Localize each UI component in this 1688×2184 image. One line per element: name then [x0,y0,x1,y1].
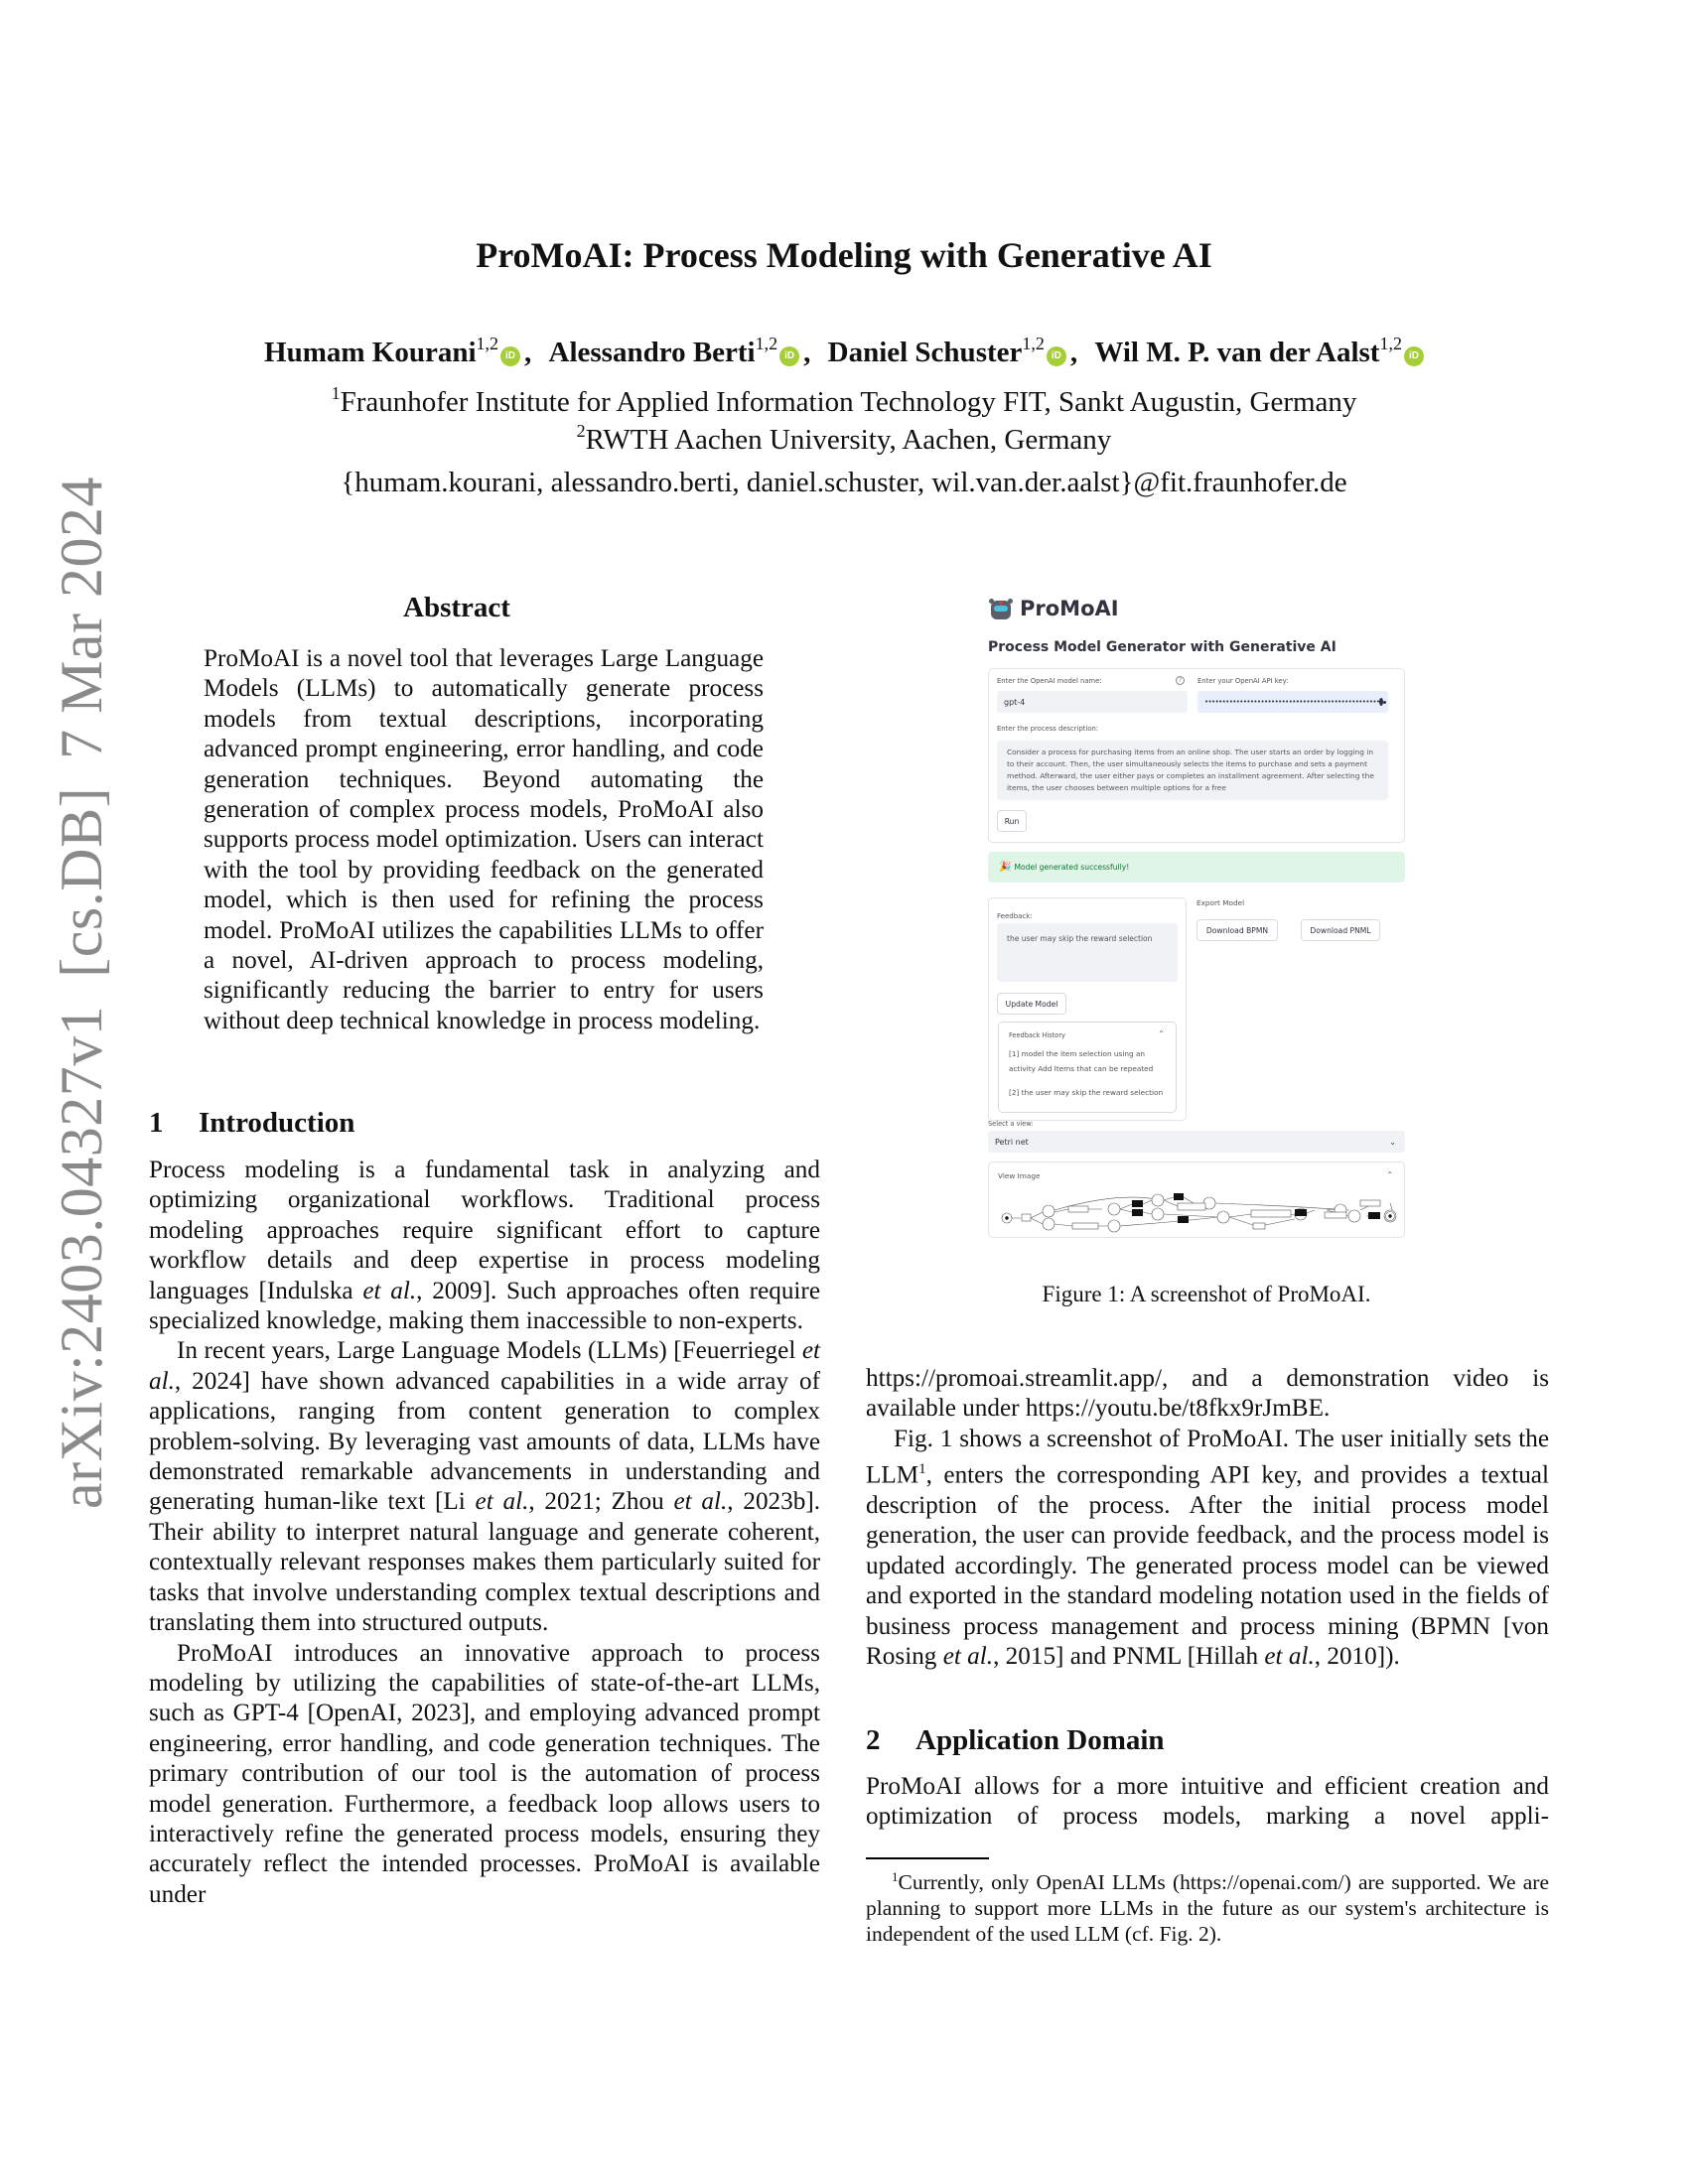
orcid-icon[interactable]: iD [1047,346,1066,366]
author: Alessandro Berti$^{1,2}$iD [549,334,800,369]
author-list: Humam Kourani$^{1,2}$iD , Alessandro Berti$^{1,2}$iD , Daniel Schuster$^{1,2}$iD , Wil M. P. van der Aalst$^{1,2}$iD [0,334,1688,369]
view-select-value: Petri net [995,1137,1029,1147]
abstract-body [204,644,764,1036]
orcid-icon[interactable]: iD [1404,346,1424,366]
chevron-up-icon[interactable]: ⌃ [1386,1170,1393,1179]
author-emails: {humam.kourani, alessandro.berti, daniel.schuster, wil.van.der.aalst}@fit.fraunhofer.de [341,467,1347,498]
app-header [988,596,1119,621]
affiliation-1: $^1$Fraunhofer Institute for Applied Information Technology FIT, Sankt Augustin, Germany [331,383,1357,418]
footnote-1: $^1$Currently, only OpenAI LLMs (https://openai.com/) are supported. We are planning to support more LLMs in the future as our system's architecture is independent of the used LLM (cf. Fig. 2). [866,1869,1549,1947]
api-key-label: Enter your OpenAI API key: [1197,677,1289,685]
generation-form [988,668,1405,843]
feedback-history-item: [1] model the item selection using an activity Add Items that can be repeated [1009,1049,1154,1073]
process-description-textarea[interactable]: Consider a process for purchasing items from an online shop. The user starts an order by logging in to their account. Then, the user simultaneously selects the items to purchase and sets a payment method. Afterward, the user either pays or completes an installment agreement. After selecting the items, the user chooses between multiple options for a free [997,741,1388,800]
success-alert [988,852,1405,883]
arxiv-date: 7 Mar 2024 [49,476,114,759]
author: Wil M. P. van der Aalst$^{1,2}$iD [1094,334,1424,369]
export-model-title: Export Model [1196,898,1245,907]
arxiv-identifier-stamp [48,449,116,1509]
abstract-heading: Abstract [403,592,510,623]
arxiv-id: arXiv:2403.04327v1 [49,1005,114,1509]
app-subtitle: Process Model Generator with Generative AI [988,639,1336,655]
view-image-title: View Image [998,1171,1041,1180]
right-column-body [866,1364,1549,1672]
intro-paragraph-4: Fig. 1 shows a screenshot of ProMoAI. The user initially sets the LLM$^1$, enters the corresponding API key, and provides a textual description of the process. After the initial process model generation, the user can provide feedback, and the process model is updated accordingly. The generated process model can be viewed and exported in the standard modeling notation used in the fields of business process management and process mining (BPMN [von Rosing et al., 2015] and PNML [Hillah et al., 2010]). [866,1425,1549,1671]
api-key-input[interactable] [1197,691,1388,713]
paper-title: ProMoAI: Process Modeling with Generative AI [476,235,1212,275]
process-description-label: Enter the process description: [997,725,1099,733]
app-domain-paragraph-1: ProMoAI allows for a more intuitive and efficient creation and optimization of process models, marking a novel appli- [866,1773,1549,1831]
model-name-input[interactable]: gpt-4 [997,691,1188,713]
app-title: ProMoAI [1020,597,1119,620]
left-column-body [149,1156,820,1910]
show-password-icon[interactable] [1379,698,1383,706]
feedback-history-title: Feedback History [1009,1031,1065,1039]
update-model-button[interactable]: Update Model [997,993,1066,1015]
section-heading-application-domain: 2 Application Domain [866,1724,1165,1756]
party-popper-icon: 🎉 [999,862,1012,873]
success-message: Model generated successfully! [1014,863,1130,872]
run-button[interactable]: Run [997,810,1027,832]
download-pnml-button[interactable]: Download PNML [1301,919,1380,941]
feedback-label: Feedback: [997,912,1033,920]
intro-paragraph-3-continued: https://promoai.streamlit.app/, and a demonstration video is available under https://youtu.be/t8fkx9rJmBE. [866,1365,1549,1423]
orcid-icon[interactable]: iD [779,346,799,366]
chevron-up-icon[interactable]: ⌃ [1158,1029,1165,1038]
intro-paragraph-2: In recent years, Large Language Models (LLMs) [Feuerriegel et al., 2024] have shown advanced capabilities in a wide array of applications, ranging from content generation to complex problem-solving. By leveraging vast amounts of data, LLMs have demonstrated remarkable advancements in understanding and generating human-like text [Li et al., 2021; Zhou et al., 2023b]. Their ability to interpret natural language and generate coherent, contextually relevant responses makes them particularly suited for tasks that involve understanding complex textual descriptions and translating them into structured outputs. [149,1337,820,1637]
petri-net-diagram [997,1190,1398,1234]
promoai-screenshot [988,592,1415,1267]
footnote-divider [866,1857,989,1859]
intro-paragraph-1: Process modeling is a fundamental task in analyzing and optimizing organizational workflows. Traditional process modeling approaches require significant effort to capture workflow details and deep expertise in process modeling languages [Indulska et al., 2009]. Such approaches often require specialized knowledge, making them inaccessible to non-experts. [149,1157,820,1335]
feedback-panel [988,897,1187,1121]
abstract-text: ProMoAI is a novel tool that leverages Large Language Models (LLMs) to automatically generate process models from textual descriptions, incorporating advanced prompt engineering, error handling, and code generation techniques. Beyond automating the generation of complex process models, ProMoAI also supports process model optimization. Users can interact with the tool by providing feedback on the generated model, which is then used for refining the process model. ProMoAI utilizes the capabilities LLMs to offer a novel, AI-driven approach to process modeling, significantly reducing the barrier to entry for users without deep technical knowledge in process modeling. [204,645,764,1034]
section-heading-introduction: 1 Introduction [149,1107,355,1139]
footnote-ref[interactable]: 1 [918,1461,926,1478]
arxiv-category: [cs.DB] [49,786,114,978]
view-image-expander [988,1161,1405,1238]
figure-1-caption: Figure 1: A screenshot of ProMoAI. [1042,1282,1371,1306]
feedback-textarea[interactable]: the user may skip the reward selection [997,923,1178,982]
model-name-label: Enter the OpenAI model name: [997,677,1102,685]
author: Daniel Schuster$^{1,2}$iD [828,334,1066,369]
help-icon[interactable]: ? [1176,676,1185,685]
orcid-icon[interactable]: iD [500,346,520,366]
application-domain-body [866,1772,1549,1833]
intro-paragraph-3: ProMoAI introduces an innovative approach to process modeling by utilizing the capabilities of state-of-the-art LLMs, such as GPT-4 [OpenAI, 2023], and employing advanced prompt engineering, error handling, and code generation techniques. The primary contribution of our tool is the automation of process model generation. Furthermore, a feedback loop allows users to interactively refine the generated process models, ensuring they accurately reflect the intended processes. ProMoAI is available under [149,1639,820,1908]
feedback-history-item: [2] the user may skip the reward selection [1009,1088,1164,1097]
robot-icon [988,596,1014,621]
author: Humam Kourani$^{1,2}$iD [264,334,520,369]
feedback-history-expander[interactable] [998,1022,1177,1113]
view-select[interactable] [988,1131,1405,1153]
download-bpmn-button[interactable]: Download BPMN [1196,919,1278,941]
chevron-down-icon: ⌄ [1389,1137,1396,1147]
affiliation-2: $^2$RWTH Aachen University, Aachen, Germany [576,421,1112,456]
api-key-masked: •••••••••••••••••••••••••••••••••••••••••••••••••• [1204,698,1380,706]
select-view-label: Select a view: [988,1120,1034,1128]
